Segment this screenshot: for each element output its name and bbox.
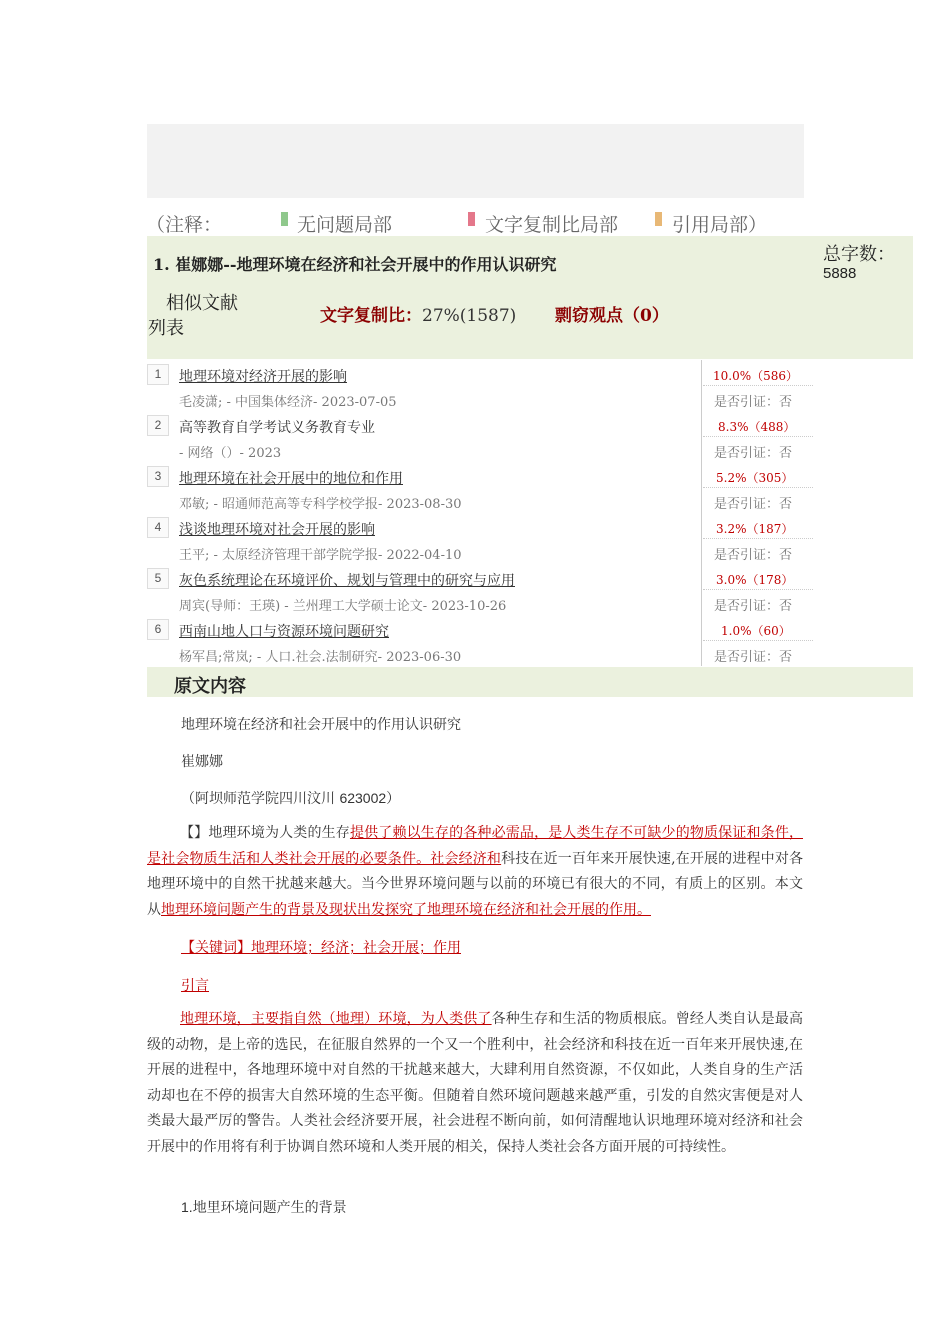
affiliation-text: （阿坝师范学院四川汶川 — [181, 791, 340, 807]
paper-affiliation — [181, 788, 400, 808]
red-swatch — [468, 212, 475, 226]
copy-ratio-value: 27%(1587) — [422, 306, 517, 326]
section-title: 地里环境问题产生的背景 — [192, 1200, 347, 1216]
reference-source: 王平; - 太原经济管理干部学院学报- 2022-04-10 — [179, 548, 462, 563]
section-number: 1. — [181, 1199, 193, 1215]
reference-title-link[interactable]: 灰色系统理论在环境评价、规划与管理中的研究与应用 — [179, 573, 515, 589]
total-words-label: 总字数： — [823, 244, 895, 265]
reference-title-link[interactable]: 浅谈地理环境对社会开展的影响 — [179, 522, 375, 538]
reference-title: 高等教育自学考试义务教育专业 — [179, 420, 375, 436]
header-placeholder-box — [147, 124, 804, 198]
total-words-value: 5888 — [823, 265, 857, 282]
reference-title-link[interactable]: 西南山地人口与资源环境问题研究 — [179, 624, 389, 640]
keywords — [181, 937, 461, 957]
reference-percent: 1.0%（60） — [721, 624, 791, 638]
reference-number: 5 — [147, 568, 169, 589]
reference-source: 毛凌潇; - 中国集体经济- 2023-07-05 — [179, 395, 397, 410]
abstract-text: 科技在近一百年来开展快速,在开展的进程中对各地理环境中的自然干扰越来越大。当今世界环境问题与以前的环境已有很大的不同，有质上的区别。本文从 — [147, 850, 804, 918]
intro-heading-text: 引言 — [181, 978, 209, 994]
row-divider — [703, 640, 813, 641]
affiliation-zipcode: 623002 — [339, 790, 387, 806]
reference-title-link[interactable]: 地理环境对经济开展的影响 — [179, 369, 347, 385]
row-divider — [703, 436, 813, 437]
affiliation-end: ） — [386, 791, 401, 807]
reference-row — [147, 514, 817, 565]
reference-source: 杨军昌;常岚; - 人口.社会.法制研究- 2023-06-30 — [179, 650, 462, 665]
original-content-heading: 原文内容 — [174, 676, 246, 697]
reference-cite-status: 是否引证：否 — [714, 395, 793, 410]
abstract-paragraph — [147, 821, 803, 923]
copy-ratio — [320, 301, 516, 326]
reference-number: 3 — [147, 466, 169, 487]
reference-number: 1 — [147, 364, 169, 385]
row-divider — [703, 589, 813, 590]
section-heading — [181, 1197, 347, 1217]
legend-copy-part: 文字复制比局部 — [485, 214, 619, 236]
legend-cite-part: 引用局部） — [672, 214, 768, 236]
intro-paragraph — [147, 1007, 803, 1160]
plagiarism-count: 剽窃观点（0） — [555, 306, 669, 326]
abstract-text: 【】地理环境为人类的生存 — [180, 825, 350, 841]
intro-text: 各种生存和生活的物质根底。曾经人类自认是最高级的动物，是上帝的选民，在征服自然界的一个又一个胜利中，社会经济和科技在近一百年来开展快速,在开展的进程中，各地理环境中对自然的干扰越来越大，大肆利用自然资源，不仅如此，人类自身的生产活动却也在不停的损害大自然环境的生态平衡。但随着自然环境问题越来越严重，引发的自然灾害便是对人类最大最严厉的警告。人类社会经济要开展，社会进程不断向前，如何清醒地认识地理环境对经济和社会开展中的作用将有利于协调自然环境和人类开展的相关，保持人类社会各方面开展的可持续性。 — [147, 1011, 804, 1155]
intro-heading — [181, 975, 209, 995]
row-divider — [703, 538, 813, 539]
report-title: 1. 崔娜娜--地理环境在经济和社会开展中的作用认识研究 — [153, 255, 557, 274]
reference-cite-status: 是否引证：否 — [714, 446, 793, 461]
yellow-swatch — [655, 212, 662, 226]
paper-author: 崔娜娜 — [181, 754, 223, 770]
legend-no-issue: 无问题局部 — [297, 214, 393, 236]
reference-percent: 3.0%（178） — [716, 573, 794, 587]
reference-source: 周宾(导师：王瑛) - 兰州理工大学硕士论文- 2023-10-26 — [179, 599, 507, 614]
abstract-matched-text: 提供了赖以生存的各种必需品，是人类生存不可缺少的物质保证和条件，是社会物质生活和人类社会开展的必要条件。社会经济和 — [147, 825, 803, 867]
paper-title: 地理环境在经济和社会开展中的作用认识研究 — [181, 717, 461, 733]
similar-docs-label-2: 列表 — [148, 318, 184, 339]
reference-cite-status: 是否引证：否 — [714, 548, 793, 563]
reference-percent: 3.2%（187） — [716, 522, 794, 536]
reference-cite-status: 是否引证：否 — [714, 497, 793, 512]
reference-number: 4 — [147, 517, 169, 538]
row-divider — [703, 487, 813, 488]
reference-row — [147, 412, 817, 463]
green-swatch — [281, 212, 288, 226]
original-content-bar — [147, 667, 913, 697]
reference-cite-status: 是否引证：否 — [714, 599, 793, 614]
reference-percent: 10.0%（586） — [713, 369, 799, 383]
reference-percent: 5.2%（305） — [716, 471, 794, 485]
reference-number: 6 — [147, 619, 169, 640]
legend-note: （注释： — [146, 214, 223, 236]
abstract-matched-text: 地理环境问题产生的背景及现状出发探究了地理环境在经济和社会开展的作用。 — [161, 901, 651, 918]
reference-number: 2 — [147, 415, 169, 436]
similar-docs-label: 相似文献 — [166, 293, 238, 314]
copy-ratio-label: 文字复制比： — [320, 306, 422, 326]
reference-cite-status: 是否引证：否 — [714, 650, 793, 665]
reference-percent: 8.3%（488） — [718, 420, 796, 434]
reference-row — [147, 565, 817, 616]
keywords-text: 【关键词】地理环境；经济；社会开展；作用 — [181, 940, 461, 956]
reference-source: 邓敏; - 昭通师范高等专科学校学报- 2023-08-30 — [179, 497, 462, 512]
row-divider — [703, 385, 813, 386]
reference-title-link[interactable]: 地理环境在社会开展中的地位和作用 — [179, 471, 403, 487]
reference-row — [147, 616, 817, 667]
intro-matched-text: 地理环境，主要指自然（地理）环境，为人类供了 — [180, 1011, 492, 1027]
reference-row — [147, 463, 817, 514]
reference-row — [147, 361, 817, 412]
reference-source: - 网络（）- 2023 — [179, 446, 282, 461]
